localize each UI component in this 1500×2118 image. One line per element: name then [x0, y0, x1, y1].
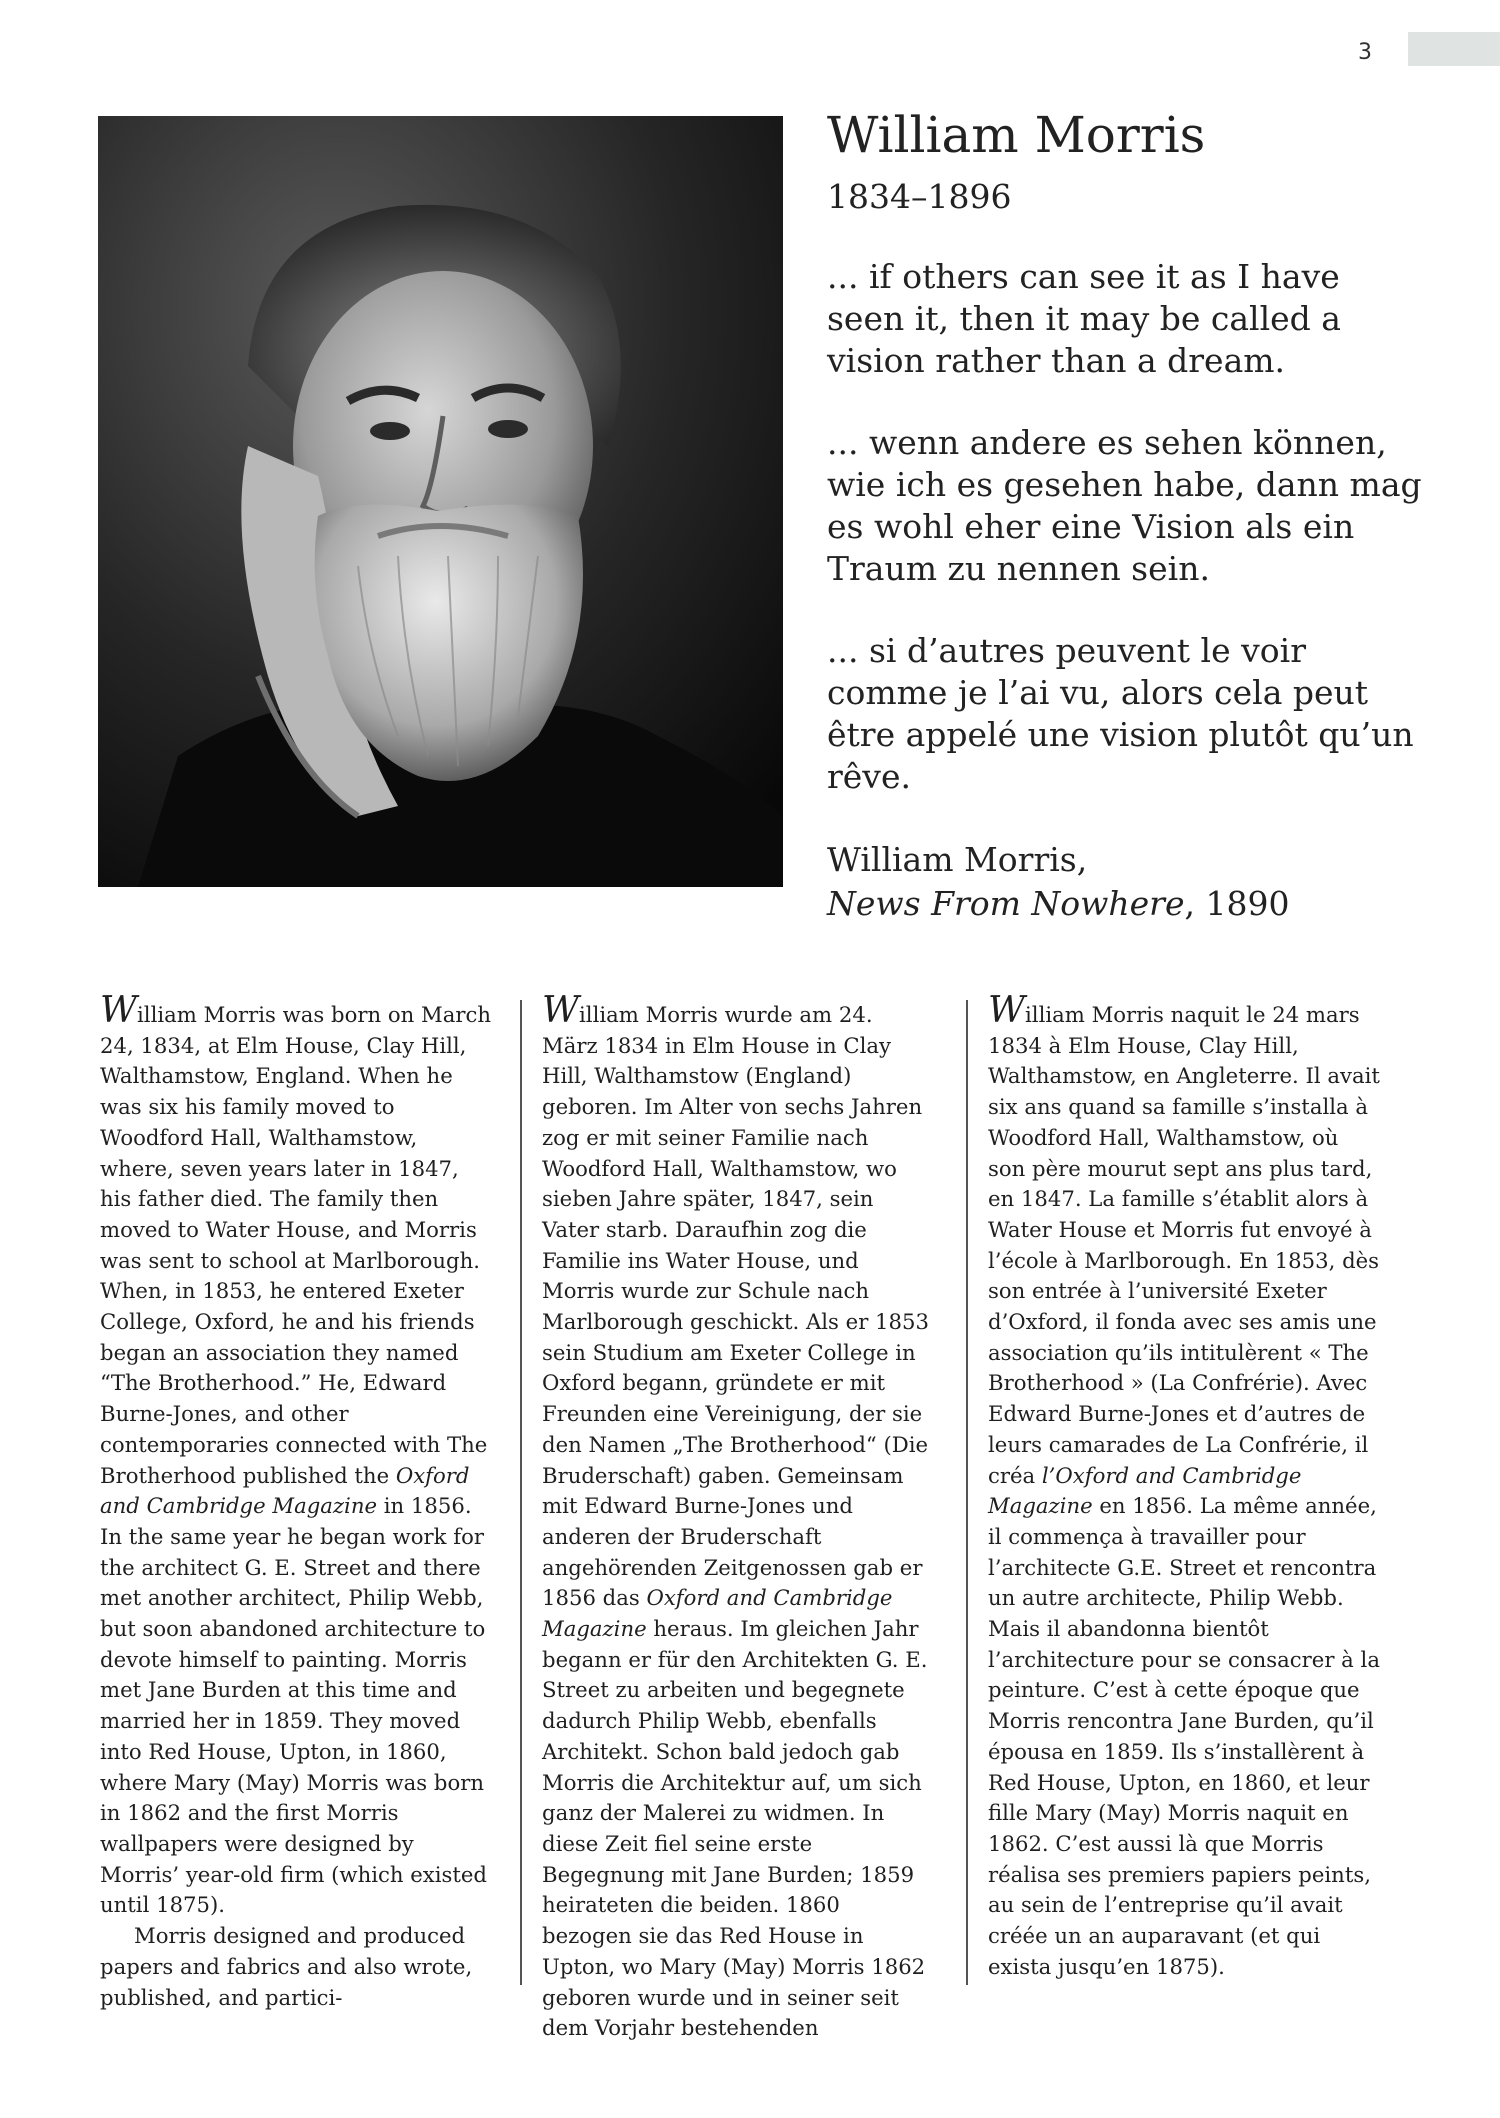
quote-attribution [827, 838, 1427, 926]
paragraph-text: illiam Morris was born on March 24, 1834, at Elm House, Clay Hill, Walthamstow, England. When he was six his family moved to Woodford Hall, Walthamstow, where, seven years later in 1847, his father died. The family then moved to Water House, and Morris was sent to school at Marlborough. When, in 1853, he entered Exeter College, Oxford, he and his friends began an association they named “The Brotherhood.” He, Edward Burne-Jones, and other contemporaries connected with The Brotherhood published the [100, 1002, 491, 1488]
biography-paragraph [988, 990, 1380, 1983]
portrait-illustration [98, 116, 783, 887]
portrait-photo [98, 116, 783, 887]
paragraph-text: heraus. Im gleichen Jahr begann er für den Architekten G. E. Street zu arbeiten und begegnete dadurch Philip Webb, ebenfalls Architekt. Schon bald jedoch gab Morris die Architektur auf, um sich ganz der Malerei zu widmen. In diese Zeit fiel seine erste Begegnung mit Jane Burden; 1859 heirateten die beiden. 1860 bezogen sie das Red House in Upton, wo Mary (May) Morris 1862 geboren wurde und in seiner seit dem Vorjahr bestehenden [542, 1616, 928, 2041]
biography-paragraph: Morris designed and produced papers and fabrics and also wrote, published, and partici- [100, 1923, 473, 2010]
biography-column-english [100, 990, 492, 2013]
column-divider [966, 1000, 968, 1985]
magazine-title: Oxford and Cambridge Magazine [100, 1462, 470, 1519]
column-divider [520, 1000, 522, 1985]
quote-english: ... if others can see it as I have seen it, then it may be called a vision rather than a dream. [827, 257, 1341, 380]
attribution-author: William Morris, [827, 840, 1088, 879]
drop-cap: W [988, 990, 1026, 1031]
biography-paragraph [542, 990, 934, 2044]
magazine-title: Oxford and Cambridge Magazine [542, 1585, 893, 1642]
page-edge-tab [1408, 32, 1500, 66]
drop-cap: W [100, 990, 138, 1031]
quote-block [827, 108, 1427, 926]
paragraph-text: in 1856. In the same year he began work for the architect G. E. Street and there met another architect, Philip Webb, but soon abandoned architecture to devote himself to painting. Morris met Jane Burden at this time and married her in 1859. They moved into Red House, Upton, in 1860, where Mary (May) Morris was born in 1862 and the first Morris wallpapers were designed by Morris’ year-old firm (which existed until 1875). [100, 1493, 487, 1918]
paragraph-text: illiam Morris wurde am 24. März 1834 in Elm House in Clay Hill, Walthamstow (England) geboren. Im Alter von sechs Jahren zog er mit seiner Familie nach Woodford Hall, Walthamstow, wo sieben Jahre später, 1847, sein Vater starb. Daraufhin zog die Familie ins Water House, und Morris wurde zur Schule nach Marlborough geschickt. Als er 1853 sein Studium am Exeter College in Oxford begann, gründete er mit Freunden eine Vereinigung, der sie den Namen „The Brotherhood“ (Die Bruderschaft) gaben. Gemeinsam mit Edward Burne-Jones und anderen der Bruderschaft angehörenden Zeitgenossen gab er 1856 das [542, 1002, 929, 1611]
quote-german: ... wenn andere es sehen können, wie ich es gesehen habe, dann mag es wohl eher eine Vision als ein Traum zu nennen sein. [827, 423, 1422, 588]
paragraph-text: en 1856. La même année, il commença à travailler pour l’architecte G.E. Street et rencontra un autre architecte, Philip Webb. Mais il abandonna bientôt l’architecture pour se consacrer à la peinture. C’est à cette époque que Morris rencontra Jane Burden, qu’il épousa en 1859. Ils s’installèrent à Red House, Upton, en 1860, et leur fille Mary (May) Morris naquit en 1862. C’est aussi là que Morris réalisa ses premiers papiers peints, au sein de l’entreprise qu’il avait créée un an auparavant (et qui exista jusqu’en 1875). [988, 1493, 1380, 1979]
biography-paragraph [100, 990, 492, 1921]
drop-cap: W [542, 990, 580, 1031]
magazine-title: l’Oxford and Cambridge Magazine [988, 1462, 1302, 1519]
paragraph-text: illiam Morris naquit le 24 mars 1834 à Elm House, Clay Hill, Walthamstow, en Angleterre. Il avait six ans quand sa famille s’installa à Woodford Hall, Walthamstow, où son père mourut sept ans plus tard, en 1847. La famille s’établit alors à Water House et Morris fut envoyé à l’école à Marlborough. En 1853, dès son entrée à l’université Exeter d’Oxford, il fonda avec ses amis une association qu’ils intitulèrent « The Brotherhood » (La Confrérie). Avec Edward Burne-Jones et d’autres de leurs camarades de La Confrérie, il créa [988, 1002, 1380, 1488]
biography-column-french [988, 990, 1380, 1983]
person-name: William Morris [827, 106, 1206, 164]
attribution-year: , 1890 [1184, 884, 1290, 923]
page-number: 3 [1358, 40, 1372, 65]
attribution-work: News From Nowhere [827, 884, 1185, 923]
biography-column-german [542, 990, 934, 2044]
life-years: 1834–1896 [827, 177, 1012, 216]
quote-french: ... si d’autres peuvent le voir comme je l’ai vu, alors cela peut être appelé une vision plutôt qu’un rêve. [827, 631, 1414, 796]
